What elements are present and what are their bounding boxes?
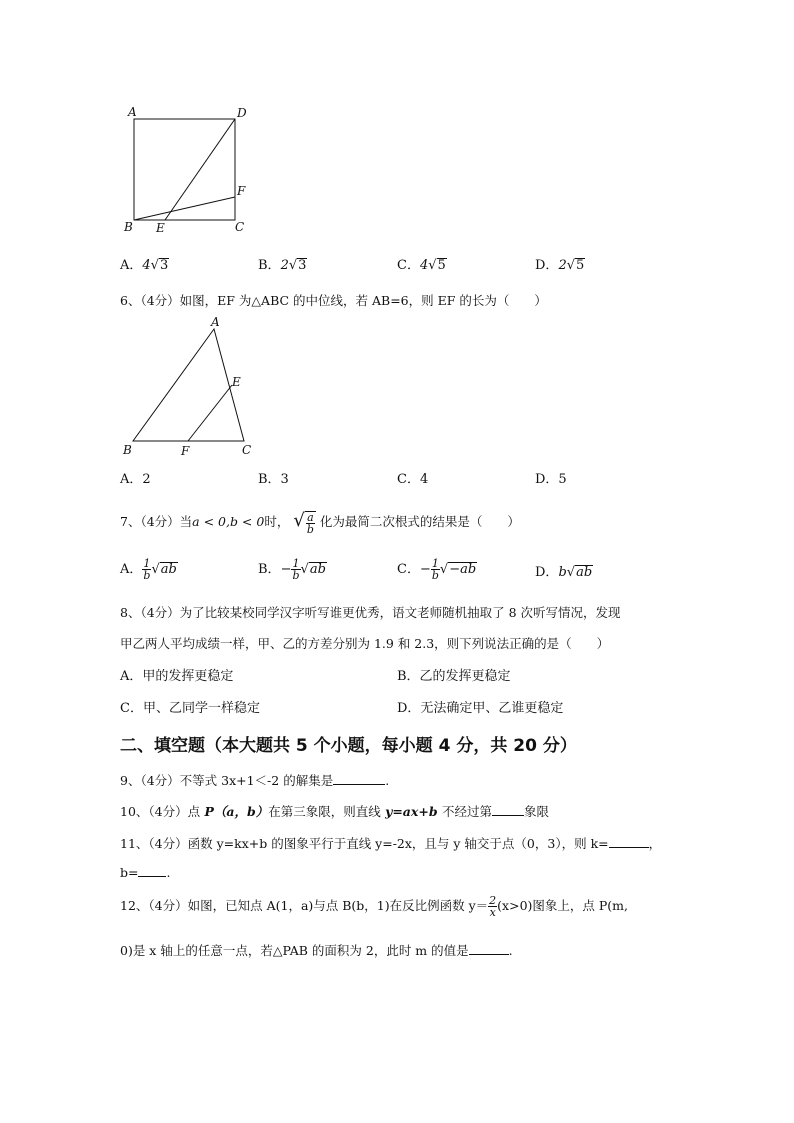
q6-option-c[interactable]: C．4: [397, 472, 429, 487]
q8-line2: 甲乙两人平均成绩一样，甲、乙的方差分别为 1.9 和 2.3，则下列说法正确的是（ ）: [120, 636, 610, 651]
q5-option-c[interactable]: C．4√5: [397, 258, 446, 273]
q10-answer-blank[interactable]: [492, 815, 524, 816]
square-abcd: [134, 119, 235, 220]
q12-line1: 12、（4分）如图，已知点 A(1，a)与点 B(b，1)在反比例函数 y＝ $\frac{2}{x}$ (x>0)图象上，点 P(m,: [120, 894, 628, 919]
q7-text: 7、（4分）当a < 0,b < 0时， √ $\frac{a}{b}$ 化为最简二次根式的结果是（ ）: [120, 510, 520, 536]
label-a: A: [128, 105, 137, 119]
q12-line2: 0)是 x 轴上的任意一点，若△PAB 的面积为 2，此时 m 的值是 .: [120, 943, 513, 958]
section-title: 二、填空题（本大题共 5 个小题，每小题 4 分，共 20 分）: [120, 736, 577, 756]
triangle-figure: [118, 314, 268, 459]
q8-option-a[interactable]: A．甲的发挥更稳定: [120, 669, 234, 684]
q6-text: 6、（4分）如图，EF 为△ABC 的中位线，若 AB=6，则 EF 的长为（ ）: [120, 293, 547, 308]
q8-line1: 8、（4分）为了比较某校同学汉字听写谁更优秀，语文老师随机抽取了 8 次听写情况，发现: [120, 605, 621, 620]
q11-k-blank[interactable]: [609, 847, 649, 848]
segment-ef: [188, 385, 232, 441]
q7-option-d[interactable]: D．b√ab: [535, 565, 593, 580]
q8-option-d[interactable]: D．无法确定甲、乙谁更稳定: [397, 701, 564, 716]
q10-text: 10、（4分）点 P（a，b）在第三象限，则直线 y=ax+b 不经过第 象限: [120, 804, 549, 819]
q5-option-b[interactable]: B．2√3: [258, 258, 307, 273]
q11-line2: b= .: [120, 865, 171, 880]
label-f: F: [181, 444, 190, 458]
q7-option-c[interactable]: C．− $\frac{1}{b}$ √−ab: [397, 557, 477, 582]
q12-answer-blank[interactable]: [469, 954, 509, 955]
label-b: B: [123, 443, 132, 457]
q8-option-b[interactable]: B．乙的发挥更稳定: [397, 669, 511, 684]
triangle-abc: [133, 329, 244, 441]
q7-option-a[interactable]: A． $\frac{1}{b}$ √ab: [120, 557, 177, 582]
label-e: E: [232, 375, 241, 389]
q7-fraction: $\frac{a}{b}$: [306, 510, 314, 536]
label-d: D: [237, 106, 247, 120]
label-e: E: [156, 221, 165, 234]
q11-b-blank[interactable]: [138, 876, 166, 877]
q5-option-a[interactable]: A．4√3: [120, 258, 169, 273]
segment-bf: [134, 197, 235, 220]
label-f: F: [237, 184, 246, 198]
label-b: B: [124, 220, 133, 234]
label-c: C: [235, 220, 245, 234]
q9-text: 9、（4分）不等式 3x+1＜-2 的解集是 .: [120, 773, 390, 788]
q9-answer-blank[interactable]: [333, 784, 385, 785]
q6-option-b[interactable]: B．3: [258, 472, 289, 487]
label-c: C: [242, 443, 252, 457]
q11-line1: 11、（4分）函数 y=kx+b 的图象平行于直线 y=-2x，且与 y 轴交于点（0，3），则 k= ，: [120, 836, 662, 851]
q7-option-b[interactable]: B．− $\frac{1}{b}$ √ab: [258, 557, 326, 582]
q6-option-a[interactable]: A．2: [120, 472, 151, 487]
q6-option-d[interactable]: D．5: [535, 472, 567, 487]
q12-fraction: $\frac{2}{x}$: [489, 894, 497, 919]
square-figure: [118, 102, 258, 234]
q8-option-c[interactable]: C．甲、乙同学一样稳定: [120, 701, 260, 716]
label-a: A: [211, 315, 220, 329]
q5-option-d[interactable]: D．2√5: [535, 258, 585, 273]
